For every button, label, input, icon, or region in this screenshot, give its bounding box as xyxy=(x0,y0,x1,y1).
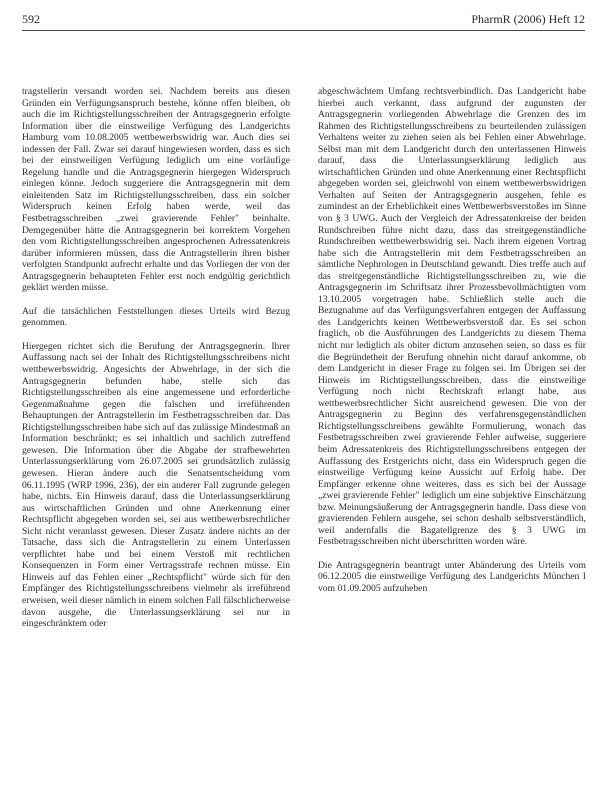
left-column xyxy=(22,86,290,630)
page-number: 592 xyxy=(22,12,40,26)
journal-citation: PharmR (2006) Heft 12 xyxy=(471,12,585,26)
paragraph: tragstellerin versandt worden sei. Nachdem bereits aus diesen Gründen ein Verfügungsanspruch bestehe, könne offen bleiben, ob auch die im Richtigstellungsschreiben der Antragsgegnerin erfolgte Information über die einstweilige Verfügung des Landgerichts Hamburg vom 10.08.2005 wettbewerbswidrig war. Auch dies sei indessen der Fall. Zwar sei darauf hingewiesen worden, dass es sich bei der einstweiligen Verfügung lediglich um eine vorläufige Regelung handle und die Antragsgegnerin hiergegen Widerspruch einlegen könne. Jedoch suggeriere die Antragsgegnerin mit dem einleitenden Satz im Richtigstellungsschreiben, dass ein solcher Widerspruch keinen Erfolg haben werde, weil das Festbetragsschreiben „zwei gravierende Fehler" beinhalte. Demgegenüber hätte die Antragsgegnerin bei korrektem Vorgehen den vom Richtigstellungsschreiben angesprochenen Adressatenkreis darüber informieren müssen, dass die Antragstellerin ihren bisher verfolgten Standpunkt aufrecht erhalte und das Vorliegen der von der Antragsgegnerin behaupteten Fehler erst noch endgültig gerichtlich geklärt werden müsse. xyxy=(22,86,290,294)
paragraph: abgeschwächtem Umfang rechtsverbindlich. Das Landgericht habe hierbei auch verkannt, dass aufgrund der zugunsten der Antragsgegnerin vorliegenden Abwehrlage die Grenzen des im Rahmen des Richtigstellungsschreibens zu beurteilenden zulässigen Verhaltens weiter zu ziehen seien als bei Fehlen einer Abwehrlage. Selbst man mit dem Landgericht durch den unterlassenen Hinweis darauf, dass die Unterlassungserklärung lediglich aus wirtschaftlichen Gründen und ohne Anerkennung einer Rechtspflicht abgegeben worden sei, gleichwohl von einem wettbewerbswidrigen Verhalten auf Seiten der Antragsgegnerin ausgehen, fehle es zumindest an der Erheblichkeit eines Wettbewerbsverstoßes im Sinne von § 3 UWG. Auch der Vergleich der Adressatenkreise der beiden Rundschreiben führe nicht dazu, dass das streitgegenständliche Rundschreiben wettbewerbswidrig sei. Nach ihrem eigenen Vortrag habe sich die Antragstellerin mit dem Festbetragsschreiben an sämtliche Nephrologen in Deutschland gewandt. Dies treffe auch auf das streitgegenständliche Richtigstellungsschreiben zu, wie die Antragsgegnerin im Schriftsatz ihrer Prozessbevollmächtigten vom 13.10.2005 vorgetragen habe. Schließlich stelle auch die Bezugnahme auf das Verfügungsverfahren entgegen der Auffassung des Landgerichts keinen Wettbewerbsverstoß dar. Es sei schon fraglich, ob die Ausführungen des Landgerichts zu diesem Thema nicht nur lediglich als obiter dictum anzusehen seien, so dass es für die Begründetheit der Berufung ohnehin nicht darauf ankomme, ob dem Landgericht in dieser Frage zu folgen sei. Im Übrigen sei der Hinweis im Richtigstellungsschreiben, dass die einstweilige Verfügung noch nicht Rechtskraft erlangt habe, aus wettbewerbsrechtlicher Sicht ausreichend gewesen. Die von der Antragsgegnerin zu Beginn des verfahrensgegenständlichen Richtigstellungsschreibens gewählte Formulierung, wonach das Festbetragsschreiben zwei gravierende Fehler aufweise, suggeriere beim Adressatenkreis des Richtigstellungsschreibens entgegen der Auffassung des Erstgerichts nicht, dass ein Widerspruch gegen die einstweilige Verfügung keine Aussicht auf Erfolg habe. Der Empfänger erkenne ohne weiteres, dass es sich bei der Aussage „zwei gravierende Fehler" lediglich um eine subjektive Einschätzung bzw. Meinungsäußerung der Antragsgegnerin handle. Dass diese von gravierenden Fehlern ausgehe, sei schon deshalb selbstverständlich, weil andernfalls die Bagatellgrenze des § 3 UWG im Festbetragsschreiben nicht überschritten worden wäre. xyxy=(318,86,586,548)
page-header xyxy=(22,8,585,31)
paragraph: Auf die tatsächlichen Feststellungen dieses Urteils wird Bezug genommen. xyxy=(22,305,290,329)
right-column xyxy=(318,86,586,595)
paragraph: Hiergegen richtet sich die Berufung der Antragsgegnerin. Ihrer Auffassung nach sei der Inhalt des Richtigstellungsschreibens nicht wettbewerbswidrig. Angesichts der Abwehrlage, in der sich die Antragsgegnerin befunden habe, stelle sich das Richtigstellungsschreiben als eine angemessene und erforderliche Gegenmaßnahme gegen die falschen und irreführenden Behauptungen der Antragstellerin im Festbetragsschreiben dar. Das Richtigstellungsschreiben habe sich auf das zulässige Mindestmaß an Information beschränkt; es sei inhaltlich und sachlich zutreffend gewesen. Die Information über die Abgabe der strafbewehrten Unterlassungserklärung vom 26.07.2005 sei grundsätzlich zulässig gewesen. Hieran ändere auch die Senatsentscheidung vom 06.11.1995 (WRP 1996, 236), der ein anderer Fall zugrunde gelegen habe, nichts. Ein Hinweis darauf, dass die Unterlassungserklärung aus wirtschaftlichen Gründen und ohne Anerkennung einer Rechtspflicht abgegeben worden sei, sei aus wettbewerbsrechtlicher Sicht nicht veranlasst gewesen. Dieser Zusatz ändere nichts an der Tatsache, dass sich die Antragstellerin zu einem Unterlassen verpflichtet habe und bei einem Verstoß mit rechtlichen Konsequenzen in Form einer Vertragsstrafe rechnen müsse. Ein Hinweis auf das Fehlen einer „Rechtspflicht" würde sich für den Empfänger des Richtigstellungsschreibens vielmehr als irreführend erweisen, weil dieser nämlich in einem solchen Fall fälschlicherweise davon ausgehe, die Unterlassungserklärung sei nur in eingeschränktem oder xyxy=(22,340,290,630)
paragraph: Die Antragsgegnerin beantragt unter Abänderung des Urteils vom 06.12.2005 die einstweilige Verfügung des Landgerichts München I vom 01.09.2005 aufzuheben xyxy=(318,559,586,594)
